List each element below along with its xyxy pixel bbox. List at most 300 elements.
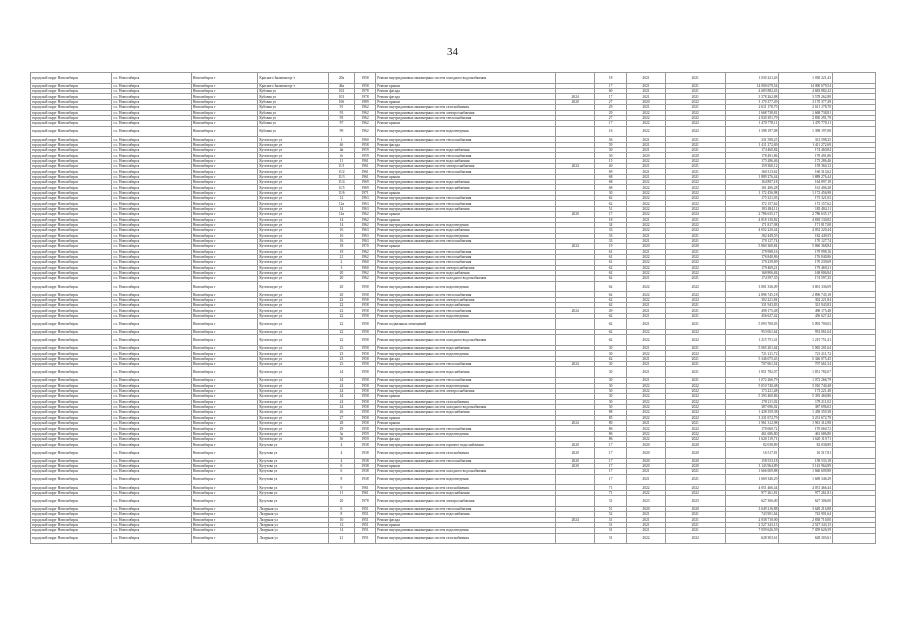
year-cell: 1958 (354, 356, 375, 361)
total-cost-cell: 175 286,46 (779, 158, 833, 163)
city-cell: Новосибирск г (191, 206, 257, 211)
city-cell: Новосибирск г (191, 137, 257, 142)
total-cost-cell: 627 306,00 (779, 496, 833, 507)
start-year-cell: 2022 (627, 533, 666, 544)
wear-percent-cell: 30 (594, 399, 626, 404)
year-cell: 1963 (354, 233, 375, 238)
wear-percent-cell: 30 (594, 388, 626, 393)
blank-cell (833, 447, 876, 458)
end-year-cell: 2021 (665, 474, 725, 485)
area-cell: г.о. Новосибирск (112, 73, 191, 84)
area-cell: г.о. Новосибирск (112, 212, 191, 217)
city-cell: Новосибирск г (191, 346, 257, 351)
district-cell: городской округ Новосибирск (31, 89, 112, 94)
start-year-cell: 2022 (627, 115, 666, 120)
district-cell: городской округ Новосибирск (31, 437, 112, 442)
house-cell: 23 (329, 356, 355, 361)
area-cell: г.о. Новосибирск (112, 437, 191, 442)
work-type-cell: Ремонт внутридомовых инженерных систем электроснабжения (376, 164, 556, 169)
house-cell: 14 (329, 206, 355, 211)
end-year-cell: 2021 (665, 367, 725, 378)
city-cell: Новосибирск г (191, 222, 257, 227)
district-cell: городской округ Новосибирск (31, 217, 112, 222)
total-cost-cell: 178 211,02 (779, 399, 833, 404)
year-cell: 1960 (354, 265, 375, 270)
start-year-cell: 2021 (627, 469, 666, 474)
work-type-cell: Ремонт крыши (376, 244, 556, 249)
year-cell: 1958 (354, 410, 375, 415)
district-cell: городской округ Новосибирск (31, 308, 112, 313)
house-cell: 22 (329, 313, 355, 318)
district-cell: городской округ Новосибирск (31, 378, 112, 383)
district-cell: городской округ Новосибирск (31, 238, 112, 243)
work-type-cell: Ремонт внутридомовых инженерных систем теплоснабжения (376, 115, 556, 120)
cost-cell: 179 469,21 (725, 265, 779, 270)
start-year-cell: 2021 (627, 517, 666, 522)
end-year-cell: 2021 (665, 249, 725, 254)
start-year-cell: 2022 (627, 201, 666, 206)
work-type-cell: Ремонт внутридомовых инженерных систем теплоснабжения (376, 249, 556, 254)
total-cost-cell: 331 598,25 (779, 137, 833, 142)
street-cell: Кутателадзе ул (258, 404, 329, 409)
start-year-cell: 2020 (627, 447, 666, 458)
street-cell: Кутателадзе ул (258, 137, 329, 142)
end-year-cell: 2021 (665, 303, 725, 308)
blank-cell (833, 73, 876, 84)
start-year-cell: 2022 (627, 410, 666, 415)
start-year-cell: 2021 (627, 528, 666, 533)
area-cell: г.о. Новосибирск (112, 105, 191, 110)
wear-percent-cell: 51 (594, 206, 626, 211)
wear-percent-cell: 31 (594, 517, 626, 522)
cost-cell: 158 533,18 (725, 458, 779, 463)
end-year-cell: 2021 (665, 142, 725, 147)
start-year-cell: 2020 (627, 99, 666, 104)
city-cell: Новосибирск г (191, 121, 257, 126)
district-cell: городской округ Новосибирск (31, 83, 112, 88)
street-cell: Кутателадзе ул (258, 212, 329, 217)
total-cost-cell: 331 943,83 (779, 303, 833, 308)
city-cell: Новосибирск г (191, 431, 257, 436)
work-type-cell: Ремонт фасада (376, 356, 556, 361)
work-type-cell: Ремонт крыши (376, 415, 556, 420)
wear-percent-cell: 68 (594, 174, 626, 179)
year-cell: 1959 (354, 431, 375, 436)
work-type-cell: Ремонт крыши (376, 174, 556, 179)
street-cell: Кутателадзе ул (258, 388, 329, 393)
year-cell: 1958 (354, 394, 375, 399)
total-cost-cell: 2 896 745,18 (779, 292, 833, 297)
blank-cell (833, 496, 876, 507)
area-cell: г.о. Новосибирск (112, 458, 191, 463)
city-cell: Новосибирск г (191, 153, 257, 158)
year-cell: 1951 (354, 512, 375, 517)
end-year-cell: 2021 (665, 164, 725, 169)
end-year-cell: 2022 (665, 485, 725, 490)
year-cell: 1962 (354, 110, 375, 115)
district-cell: городской округ Новосибирск (31, 137, 112, 142)
wear-percent-cell: 33 (594, 238, 626, 243)
year-cell: 1958 (354, 378, 375, 383)
start-year-cell: 2022 (627, 110, 666, 115)
end-year-cell: 2021 (665, 137, 725, 142)
wear-percent-cell: 59 (594, 142, 626, 147)
deadline-cell (556, 496, 595, 507)
house-cell: 14 (329, 528, 355, 533)
end-year-cell: 2021 (665, 105, 725, 110)
wear-percent-cell: 62 (594, 319, 626, 330)
street-cell: Кутузова ул (258, 469, 329, 474)
city-cell: Новосибирск г (191, 196, 257, 201)
city-cell: Новосибирск г (191, 356, 257, 361)
district-cell: городской округ Новосибирск (31, 222, 112, 227)
area-cell: г.о. Новосибирск (112, 410, 191, 415)
cost-cell: 2 611 178,70 (725, 105, 779, 110)
wear-percent-cell: 17 (594, 447, 626, 458)
start-year-cell: 2022 (627, 335, 666, 346)
city-cell: Новосибирск г (191, 270, 257, 275)
end-year-cell: 2021 (665, 313, 725, 318)
street-cell: Кутателадзе ул (258, 346, 329, 351)
house-cell: 14 (329, 222, 355, 227)
area-cell: г.о. Новосибирск (112, 164, 191, 169)
cost-cell: 977 261,81 (725, 490, 779, 495)
street-cell: Кутузова ул (258, 496, 329, 507)
document-sheet (30, 72, 876, 544)
cost-cell: 3 143 964,89 (725, 463, 779, 468)
house-cell: 11 (329, 158, 355, 163)
work-type-cell: Ремонт внутридомовых инженерных систем водоотведения (376, 126, 556, 137)
wear-percent-cell: 71 (594, 490, 626, 495)
cost-cell: 1 668 738,81 (725, 110, 779, 115)
end-year-cell: 2021 (665, 378, 725, 383)
city-cell: Новосибирск г (191, 303, 257, 308)
total-cost-cell: 2 838 710,00 (779, 517, 833, 522)
area-cell: г.о. Новосибирск (112, 126, 191, 137)
house-cell: 23 (329, 351, 355, 356)
street-cell: Кутателадзе ул (258, 292, 329, 297)
area-cell: г.о. Новосибирск (112, 180, 191, 185)
total-cost-cell: 1 851 782,07 (779, 367, 833, 378)
end-year-cell: 2022 (665, 228, 725, 233)
wear-percent-cell: 62 (594, 303, 626, 308)
cost-cell: 160 313,62 (725, 169, 779, 174)
deadline-cell: 2024 (556, 164, 595, 169)
wear-percent-cell: 30 (594, 383, 626, 388)
work-type-cell: Ремонт внутридомовых инженерных систем водоотведения (376, 351, 556, 356)
start-year-cell: 2021 (627, 421, 666, 426)
house-cell: 24 (329, 404, 355, 409)
street-cell: Кутателадзе ул (258, 174, 329, 179)
area-cell: г.о. Новосибирск (112, 244, 191, 249)
start-year-cell: 2022 (627, 297, 666, 302)
area-cell: г.о. Новосибирск (112, 474, 191, 485)
work-type-cell: Ремонт внутридомовых инженерных систем водоотведения (376, 281, 556, 292)
work-type-cell: Ремонт внутридомовых инженерных систем холодного водоснабжения (376, 469, 556, 474)
wear-percent-cell: 29 (594, 105, 626, 110)
wear-percent-cell: 61 (594, 260, 626, 265)
end-year-cell: 2022 (665, 431, 725, 436)
total-cost-cell: 168 806,84 (779, 270, 833, 275)
total-cost-cell: 4 818 130,82 (779, 217, 833, 222)
area-cell: г.о. Новосибирск (112, 174, 191, 179)
year-cell: 1958 (354, 313, 375, 318)
table-row (31, 319, 876, 330)
wear-percent-cell: 15 (594, 158, 626, 163)
house-cell: 11/3 (329, 174, 355, 179)
start-year-cell: 2022 (627, 190, 666, 195)
city-cell: Новосибирск г (191, 276, 257, 281)
cost-cell: 170 660,72 (725, 426, 779, 431)
end-year-cell: 2022 (665, 383, 725, 388)
area-cell: г.о. Новосибирск (112, 426, 191, 431)
page-number: 34 (447, 46, 458, 58)
city-cell: Новосибирск г (191, 265, 257, 270)
street-cell: Кутателадзе ул (258, 378, 329, 383)
end-year-cell: 2021 (665, 169, 725, 174)
area-cell: г.о. Новосибирск (112, 89, 191, 94)
city-cell: Новосибирск г (191, 233, 257, 238)
year-cell: 1958 (354, 319, 375, 330)
start-year-cell: 2022 (627, 180, 666, 185)
district-cell: городской округ Новосибирск (31, 297, 112, 302)
street-cell: Кутателадзе ул (258, 185, 329, 190)
total-cost-cell: 456 627,42 (779, 313, 833, 318)
house-cell: 29 (329, 426, 355, 431)
start-year-cell: 2022 (627, 485, 666, 490)
area-cell: г.о. Новосибирск (112, 329, 191, 334)
district-cell: городской округ Новосибирск (31, 212, 112, 217)
cost-cell: 1 666 609,88 (725, 469, 779, 474)
house-cell: 10 (329, 517, 355, 522)
city-cell: Новосибирск г (191, 83, 257, 88)
wear-percent-cell: 29 (594, 110, 626, 115)
house-cell: 4б (329, 142, 355, 147)
street-cell: Кутателадзе ул (258, 217, 329, 222)
cost-cell: 3 170 377,49 (725, 99, 779, 104)
total-cost-cell: 158 533,18 (779, 458, 833, 463)
wear-percent-cell: 30 (594, 362, 626, 367)
start-year-cell: 2021 (627, 233, 666, 238)
street-cell: Кутузова ул (258, 458, 329, 463)
total-cost-cell: 1 668 738,81 (779, 110, 833, 115)
house-cell: 4 (329, 447, 355, 458)
area-cell: г.о. Новосибирск (112, 490, 191, 495)
house-cell: 28 (329, 421, 355, 426)
district-cell: городской округ Новосибирск (31, 270, 112, 275)
area-cell: г.о. Новосибирск (112, 512, 191, 517)
year-cell: 1938 (354, 469, 375, 474)
work-type-cell: Ремонт крыши (376, 83, 556, 88)
district-cell: городской округ Новосибирск (31, 404, 112, 409)
house-cell: 12 (329, 522, 355, 527)
cost-cell: 174 460,84 (725, 148, 779, 153)
year-cell: 1958 (354, 346, 375, 351)
total-cost-cell: 171 817,08 (779, 222, 833, 227)
street-cell: Кутателадзе ул (258, 421, 329, 426)
city-cell: Новосибирск г (191, 463, 257, 468)
year-cell: 1958 (354, 303, 375, 308)
street-cell: Кутателадзе ул (258, 431, 329, 436)
work-type-cell: Ремонт внутридомовых инженерных систем теплоснабжения (376, 201, 556, 206)
year-cell: 1958 (354, 308, 375, 313)
house-cell: 103 (329, 94, 355, 99)
street-cell: Кубовая ул (258, 105, 329, 110)
total-cost-cell: 3 170 377,49 (779, 99, 833, 104)
wear-percent-cell: 17 (594, 212, 626, 217)
work-type-cell: Ремонт фасада (376, 517, 556, 522)
cost-cell: 159 360,12 (725, 164, 779, 169)
deadline-cell: 2024 (556, 362, 595, 367)
cost-cell: 179 998,16 (725, 249, 779, 254)
district-cell: городской округ Новосибирск (31, 292, 112, 297)
street-cell: Кутателадзе ул (258, 260, 329, 265)
house-cell: 4г (329, 153, 355, 158)
year-cell: 1961 (354, 158, 375, 163)
wear-percent-cell: 30 (594, 367, 626, 378)
area-cell: г.о. Новосибирск (112, 362, 191, 367)
cost-cell: 4 051 466,44 (725, 485, 779, 490)
cost-cell: 456 627,42 (725, 313, 779, 318)
district-cell: городской округ Новосибирск (31, 190, 112, 195)
year-cell: 1951 (354, 533, 375, 544)
work-type-cell: Ремонт внутридомовых инженерных систем газоснабжения (376, 105, 556, 110)
start-year-cell: 2020 (627, 442, 666, 447)
table-row (31, 335, 876, 346)
wear-percent-cell: 62 (594, 356, 626, 361)
work-type-cell: Ремонт внутридомовых инженерных систем электроснабжения (376, 388, 556, 393)
deadline-cell: 2020 (556, 447, 595, 458)
year-cell: 1962 (354, 270, 375, 275)
area-cell: г.о. Новосибирск (112, 485, 191, 490)
wear-percent-cell: 68 (594, 185, 626, 190)
street-cell: Кутателадзе ул (258, 270, 329, 275)
work-type-cell: Ремонт внутридомовых инженерных систем теплоснабжения (376, 292, 556, 297)
end-year-cell: 2022 (665, 196, 725, 201)
area-cell: г.о. Новосибирск (112, 335, 191, 346)
work-type-cell: Ремонт внутридомовых инженерных систем холодного водоснабжения (376, 73, 556, 84)
district-cell: городской округ Новосибирск (31, 233, 112, 238)
area-cell: г.о. Новосибирск (112, 190, 191, 195)
house-cell: 20 (329, 270, 355, 275)
deadline-cell (556, 474, 595, 485)
work-type-cell: Ремонт крыши (376, 522, 556, 527)
start-year-cell: 2022 (627, 399, 666, 404)
start-year-cell: 2020 (627, 506, 666, 511)
city-cell: Новосибирск г (191, 142, 257, 147)
area-cell: г.о. Новосибирск (112, 522, 191, 527)
wear-percent-cell: 16 (594, 126, 626, 137)
cost-cell: 2 527 343,15 (725, 522, 779, 527)
wear-percent-cell: 30 (594, 153, 626, 158)
street-cell: Кутателадзе ул (258, 394, 329, 399)
cost-cell: 498 175,48 (725, 308, 779, 313)
start-year-cell: 2020 (627, 153, 666, 158)
cost-cell: 1 470 778,11 (725, 121, 779, 126)
cost-cell: 170 239,69 (725, 260, 779, 265)
total-cost-cell: 628 303,61 (779, 533, 833, 544)
cost-cell: 721 211,72 (725, 351, 779, 356)
end-year-cell: 2022 (665, 404, 725, 409)
start-year-cell: 2022 (627, 206, 666, 211)
area-cell: г.о. Новосибирск (112, 308, 191, 313)
deadline-cell: 2020 (556, 99, 595, 104)
street-cell: Кутателадзе ул (258, 367, 329, 378)
cost-cell: 1 438 359,38 (725, 410, 779, 415)
total-cost-cell: 721 211,72 (779, 351, 833, 356)
total-cost-cell: 178 491,86 (779, 153, 833, 158)
area-cell: г.о. Новосибирск (112, 148, 191, 153)
house-cell: 16 (329, 238, 355, 243)
city-cell: Новосибирск г (191, 490, 257, 495)
year-cell: 1962 (354, 276, 375, 281)
work-type-cell: Ремонт внутридомовых инженерных систем водоснабжения (376, 512, 556, 517)
city-cell: Новосибирск г (191, 383, 257, 388)
end-year-cell: 2021 (665, 421, 725, 426)
city-cell: Новосибирск г (191, 185, 257, 190)
area-cell: г.о. Новосибирск (112, 415, 191, 420)
work-type-cell: Ремонт подвальных помещений (376, 319, 556, 330)
start-year-cell: 2022 (627, 196, 666, 201)
house-cell: 22 (329, 303, 355, 308)
district-cell: городской округ Новосибирск (31, 148, 112, 153)
start-year-cell: 2021 (627, 512, 666, 517)
wear-percent-cell: 62 (594, 281, 626, 292)
work-type-cell: Ремонт внутридомовых инженерных систем теплоснабжения (376, 308, 556, 313)
deadline-cell (556, 281, 595, 292)
street-cell: Кутузова ул (258, 463, 329, 468)
cost-cell: 4 683 882,43 (725, 89, 779, 94)
house-cell: 24 (329, 378, 355, 383)
end-year-cell: 2022 (665, 329, 725, 334)
area-cell: г.о. Новосибирск (112, 351, 191, 356)
district-cell: городской округ Новосибирск (31, 276, 112, 281)
total-cost-cell: 159 360,12 (779, 164, 833, 169)
wear-percent-cell: 17 (594, 442, 626, 447)
street-cell: Кутателадзе ул (258, 297, 329, 302)
total-cost-cell: 173 221,48 (779, 388, 833, 393)
total-cost-cell: 953 061,64 (779, 329, 833, 334)
area-cell: г.о. Новосибирск (112, 528, 191, 533)
area-cell: г.о. Новосибирск (112, 388, 191, 393)
street-cell: Кутателадзе ул (258, 356, 329, 361)
area-cell: г.о. Новосибирск (112, 399, 191, 404)
district-cell: городской округ Новосибирск (31, 206, 112, 211)
wear-percent-cell: 33 (594, 228, 626, 233)
work-type-cell: Ремонт внутридомовых инженерных систем электроснабжения (376, 110, 556, 115)
end-year-cell: 2021 (665, 517, 725, 522)
total-cost-cell: 3 801 336,09 (779, 281, 833, 292)
district-cell: городской округ Новосибирск (31, 394, 112, 399)
city-cell: Новосибирск г (191, 437, 257, 442)
year-cell: 1962 (354, 254, 375, 259)
year-cell: 1978 (354, 496, 375, 507)
wear-percent-cell: 62 (594, 297, 626, 302)
district-cell: городской округ Новосибирск (31, 265, 112, 270)
district-cell: городской округ Новосибирск (31, 463, 112, 468)
city-cell: Новосибирск г (191, 496, 257, 507)
year-cell: 1962 (354, 105, 375, 110)
work-type-cell: Ремонт внутридомовых инженерных систем водоснабжения (376, 180, 556, 185)
house-cell: 16 (329, 228, 355, 233)
wear-percent-cell: 86 (594, 431, 626, 436)
year-cell: 1963 (354, 201, 375, 206)
street-cell: Кубовая ул (258, 94, 329, 99)
total-cost-cell: 4 683 882,43 (779, 89, 833, 94)
end-year-cell: 2022 (665, 254, 725, 259)
start-year-cell: 2022 (627, 437, 666, 442)
city-cell: Новосибирск г (191, 201, 257, 206)
